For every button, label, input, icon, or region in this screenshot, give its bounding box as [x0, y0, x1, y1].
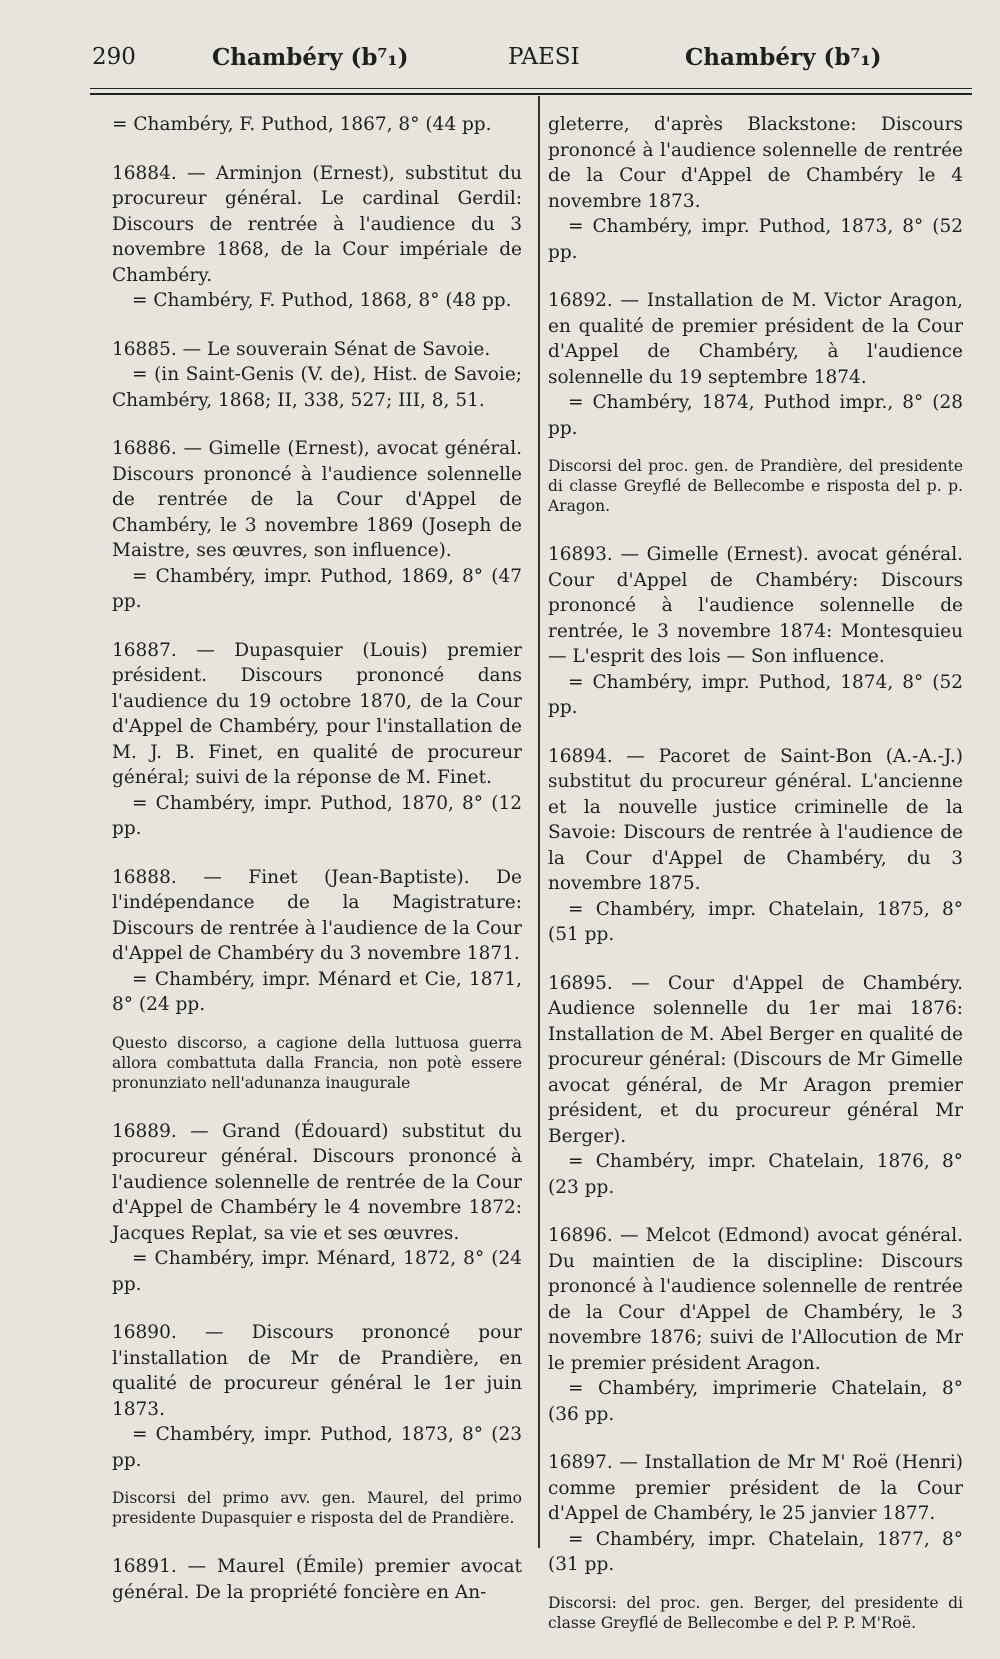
entry-imprint: = Chambéry, F. Puthod, 1868, 8° (48 pp.: [132, 290, 512, 311]
entry-text: 16892. — Installation de M. Victor Aragon, en qualité de premier président de la Cour d'Appel de Chambéry, à l'audience solennelle du 19 septembre 1874.: [548, 290, 963, 388]
entry-imprint: = Chambéry, impr. Puthod, 1873, 8° (23 pp.: [112, 1424, 522, 1471]
bibliography-entry: [548, 112, 963, 265]
entry-imprint: = Chambéry, imprimerie Chatelain, 8° (36 pp.: [548, 1378, 963, 1425]
entry-imprint: = (in Saint-Genis (V. de), Hist. de Savoie; Chambéry, 1868; II, 338, 527; III, 8, 51.: [112, 364, 522, 411]
entry-note: Discorsi del primo avv. gen. Maurel, del primo presidente Dupasquier e risposta del de Prandière.: [112, 1489, 522, 1527]
entry-imprint: = Chambéry, impr. Chatelain, 1876, 8° (23 pp.: [548, 1151, 963, 1198]
entry-imprint: = Chambéry, impr. Puthod, 1870, 8° (12 pp.: [112, 792, 522, 839]
bibliography-entry: [548, 971, 963, 1201]
entry-imprint: = Chambéry, impr. Puthod, 1869, 8° (47 pp.: [112, 565, 522, 612]
entry-note: Discorsi del proc. gen. de Prandière, del presidente di classe Greyflé de Bellecombe e risposta del p. p. Aragon.: [548, 457, 963, 515]
entry-imprint: = Chambéry, impr. Puthod, 1873, 8° (52 pp.: [548, 216, 963, 263]
entry-text: 16895. — Cour d'Appel de Chambéry. Audience solennelle du 1er mai 1876: Installation de M. Abel Berger en qualité de procureur général: (Discours de Mr Gimelle avocat général, de Mr Aragon premier président, et du procureur général Mr Berger).: [548, 972, 963, 1147]
bibliography-entry: [112, 1320, 522, 1473]
entry-text: 16888. — Finet (Jean-Baptiste). De l'indépendance de la Magistrature: Discours de rentrée à l'audience de la Cour d'Appel de Chambéry du 3 novembre 1871.: [112, 866, 522, 964]
bibliography-entry: [112, 436, 522, 615]
entry-text: 16889. — Grand (Édouard) substitut du procureur général. Discours prononcé à l'audience solennelle de rentrée de la Cour d'Appel de Chambéry le 4 novembre 1872: Jacques Replat, sa vie et ses œuvres.: [112, 1120, 522, 1244]
entry-text: 16891. — Maurel (Émile) premier avocat général. De la propriété foncière en An-: [112, 1556, 522, 1603]
entry-text: 16886. — Gimelle (Ernest), avocat général. Discours prononcé à l'audience solennelle de rentrée de la Cour d'Appel de Chambéry, le 3 novembre 1869 (Joseph de Maistre, ses œuvres, son influence).: [112, 438, 522, 561]
column-divider: [538, 96, 540, 1548]
entry-imprint: = Chambéry, impr. Puthod, 1874, 8° (52 pp.: [548, 671, 963, 718]
bibliography-entry: [548, 744, 963, 948]
entry-note: Questo discorso, a cagione della luttuosa guerra allora combattuta dalla Francia, non potè essere pronunziato nell'adunanza inaugurale: [112, 1033, 522, 1092]
bibliography-entry: [112, 638, 522, 842]
entry-text: = Chambéry, F. Puthod, 1867, 8° (44 pp.: [112, 114, 492, 135]
entry-text: gleterre, d'après Blackstone: Discours prononcé à l'audience solennelle de rentrée de la Cour d'Appel de Chambéry le 4 novembre 1873.: [548, 114, 963, 212]
header-rule-thin: [90, 88, 972, 89]
entry-note: Discorsi: del proc. gen. Berger, del presidente di classe Greyflé de Bellecombe e del P. P. M'Roë.: [548, 1593, 963, 1632]
page-number: 290: [92, 44, 136, 70]
running-title-center: PAESI: [508, 44, 580, 70]
bibliography-entry: [548, 1450, 963, 1578]
left-column: [112, 112, 522, 1628]
bibliography-entry: [112, 865, 522, 1018]
bibliography-entry: [112, 112, 522, 138]
bibliography-entry: [548, 1223, 963, 1427]
entry-imprint: = Chambéry, impr. Ménard, 1872, 8° (24 pp.: [112, 1248, 522, 1295]
entry-imprint: = Chambéry, impr. Chatelain, 1877, 8° (31 pp.: [548, 1528, 963, 1575]
bibliography-entry: [112, 337, 522, 414]
entry-imprint: = Chambéry, impr. Ménard et Cie, 1871, 8° (24 pp.: [112, 968, 522, 1015]
entry-text: 16884. — Arminjon (Ernest), substitut du procureur général. Le cardinal Gerdil: Discours de rentrée à l'audience du 3 novembre 1868, de la Cour impériale de Chambéry.: [112, 162, 522, 286]
running-header: [90, 44, 970, 88]
bibliography-entry: [112, 1554, 522, 1605]
entry-imprint: = Chambéry, impr. Chatelain, 1875, 8° (51 pp.: [548, 898, 963, 945]
entry-text: 16890. — Discours prononcé pour l'installation de Mr de Prandière, en qualité de procureur général le 1er juin 1873.: [112, 1322, 522, 1420]
bibliography-entry: [548, 288, 963, 441]
entry-text: 16897. — Installation de Mr M' Roë (Henri) comme premier président de la Cour d'Appel de Chambéry, le 25 janvier 1877.: [548, 1452, 963, 1524]
running-title-right: Chambéry (b⁷₁): [685, 44, 882, 71]
bibliography-entry: [112, 161, 522, 314]
bibliography-entry: [112, 1119, 522, 1298]
entry-imprint: = Chambéry, 1874, Puthod impr., 8° (28 pp.: [548, 392, 963, 439]
header-rule-thick: [90, 93, 972, 95]
entry-text: 16894. — Pacoret de Saint-Bon (A.-A.-J.) substitut du procureur général. L'ancienne et la nouvelle justice criminelle de la Savoie: Discours de rentrée à l'audience de la Cour d'Appel de Chambéry, du 3 novembre 1875.: [548, 745, 963, 894]
entry-text: 16887. — Dupasquier (Louis) premier président. Discours prononcé dans l'audience du 19 octobre 1870, de la Cour d'Appel de Chambéry, pour l'installation de M. J. B. Finet, en qualité de procureur général; suivi de la réponse de M. Finet.: [112, 639, 522, 788]
entry-text: 16896. — Melcot (Edmond) avocat général. Du maintien de la discipline: Discours prononcé à l'audience solennelle de rentrée de la Cour d'Appel de Chambéry, le 3 novembre 1876; suivi de l'Allocution de Mr le premier président Aragon.: [548, 1225, 963, 1374]
right-column: [548, 112, 963, 1659]
entry-text: 16893. — Gimelle (Ernest). avocat général. Cour d'Appel de Chambéry: Discours prononcé à l'audience solennelle de rentrée, le 3 novembre 1874: Montesquieu — L'esprit des lois — Son influence.: [548, 544, 963, 667]
entry-text: 16885. — Le souverain Sénat de Savoie.: [112, 338, 491, 360]
bibliography-entry: [548, 542, 963, 721]
running-title-left: Chambéry (b⁷₁): [212, 44, 409, 71]
